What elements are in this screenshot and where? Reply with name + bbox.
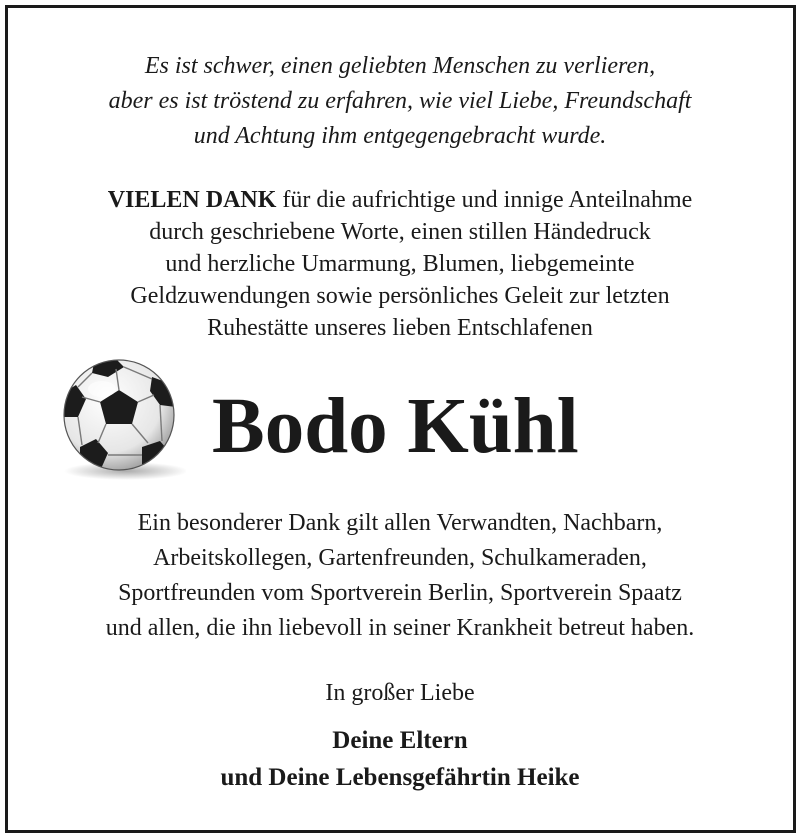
special-thanks-line-3: Sportfreunden vom Sportverein Berlin, Sportverein Spaatz [118,580,682,606]
special-thanks-paragraph [0,506,800,646]
deceased-name-row [0,355,800,495]
signer-line-2: und Deine Lebensgefährtin Heike [220,764,580,791]
thanks-line-2: durch geschriebene Worte, einen stillen Händedruck [149,219,651,245]
special-thanks-line-4: und allen, die ihn liebevoll in seiner Krankheit betreut haben. [105,615,695,641]
soccer-ball-icon [56,355,186,485]
closing-phrase: In großer Liebe [325,680,475,706]
condolence-quote [0,49,800,154]
thanks-heading: VIELEN DANK [107,187,277,213]
special-thanks-line-1: Ein besonderer Dank gilt allen Verwandten, Nachbarn, [137,510,663,536]
quote-line-1: Es ist schwer, einen geliebten Menschen zu verlieren, [144,53,656,79]
thanks-line-4: Geldzuwendungen sowie persönliches Geleit zur letzten [130,283,670,309]
thanks-line-1 [0,184,800,216]
signers [0,722,800,796]
thanks-line-1-rest: für die aufrichtige und innige Anteilnahme [276,187,693,213]
thanks-line-3: und herzliche Umarmung, Blumen, liebgemeinte [165,251,635,277]
thanks-line-5: Ruhestätte unseres lieben Entschlafenen [207,315,593,341]
deceased-name: Bodo Kühl [212,383,579,470]
signer-line-1: Deine Eltern [332,727,468,754]
thanks-paragraph [0,184,800,344]
quote-line-2: aber es ist tröstend zu erfahren, wie viel Liebe, Freundschaft [108,88,692,114]
quote-line-3: und Achtung ihm entgegengebracht wurde. [193,123,607,149]
special-thanks-line-2: Arbeitskollegen, Gartenfreunden, Schulkameraden, [153,545,647,571]
